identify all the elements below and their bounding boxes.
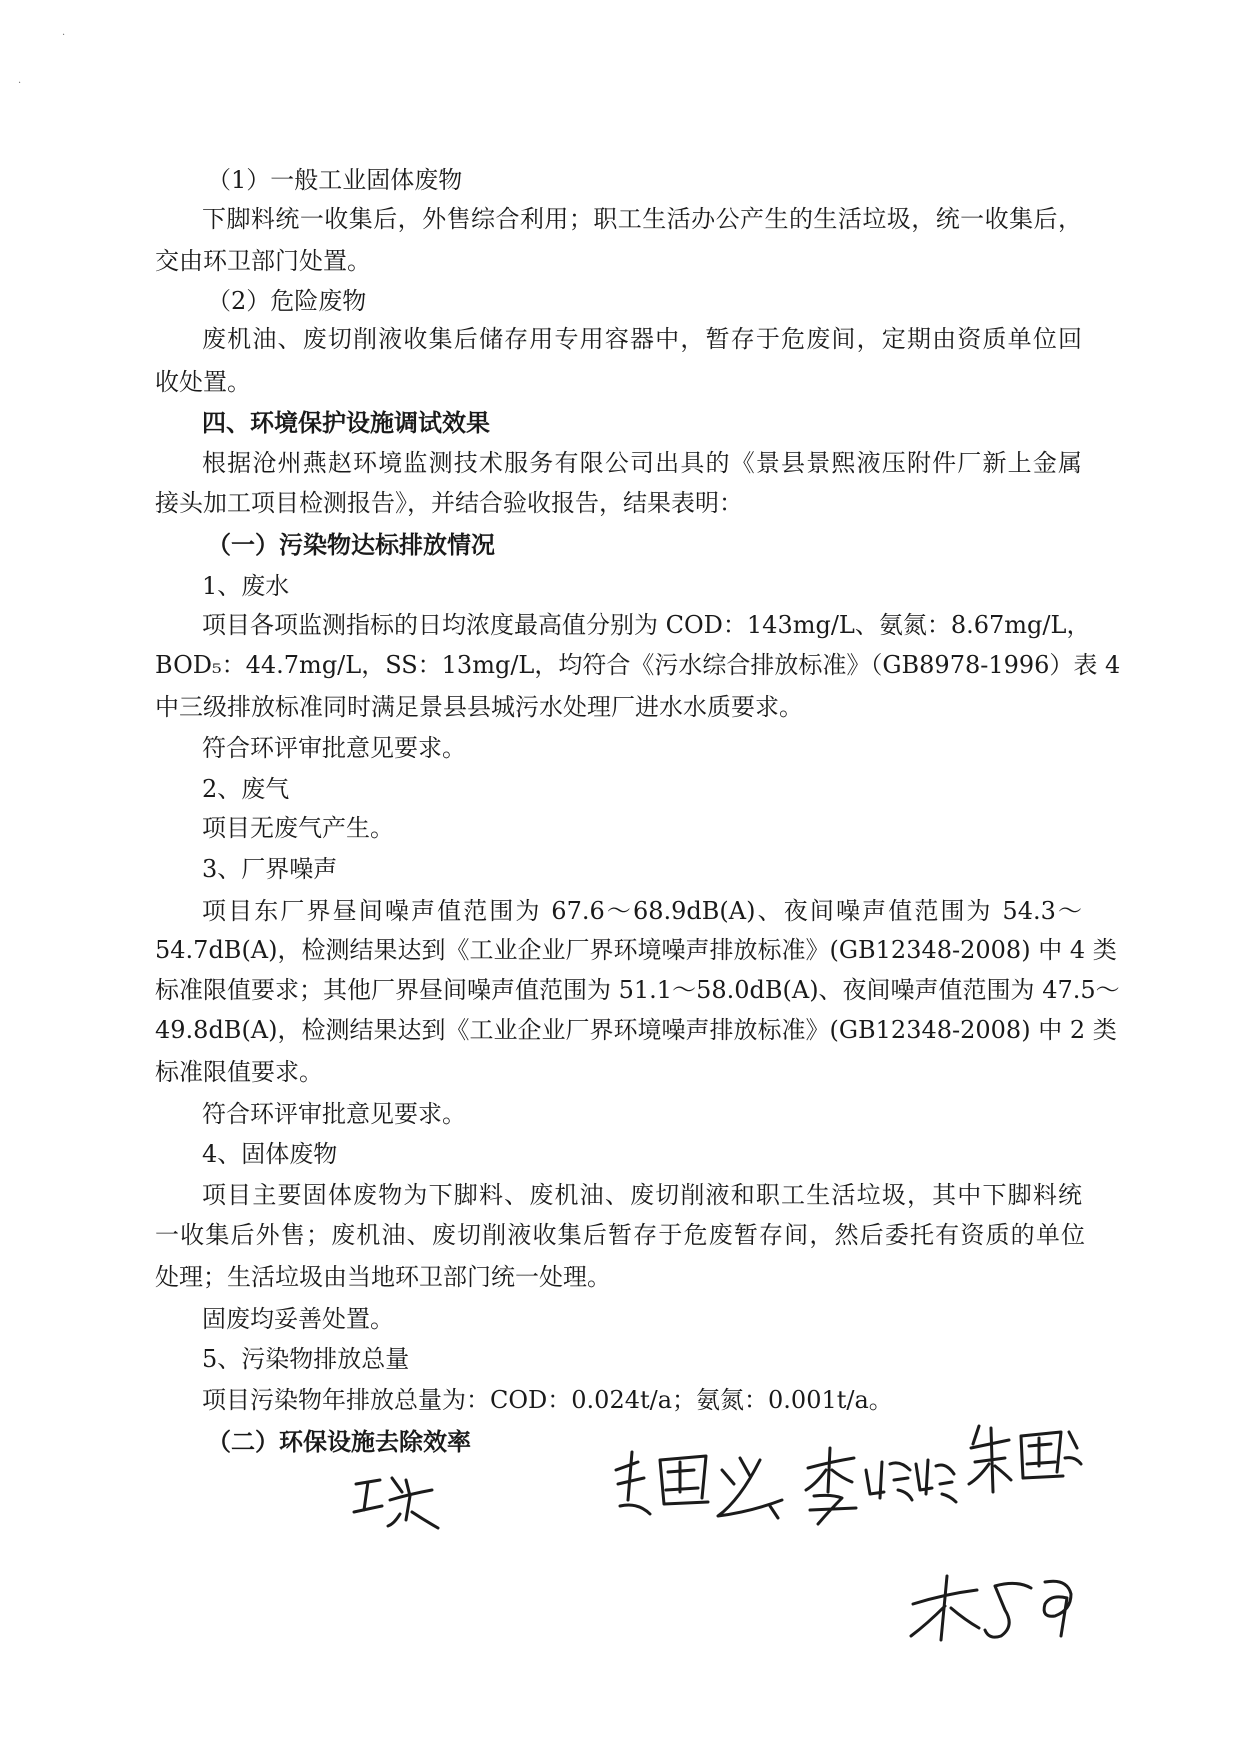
paragraph-line: 项目各项监测指标的日均浓度最高值分别为 COD：143mg/L、氨氮：8.67mg/L， xyxy=(202,611,1091,639)
paragraph-line: 符合环评审批意见要求。 xyxy=(202,1100,466,1128)
paragraph-line: 根据沧州燕赵环境监测技术服务有限公司出具的《景县景熙液压附件厂新上金属 xyxy=(202,449,1082,477)
signature-li-lingling xyxy=(800,1440,960,1530)
paragraph-line: 标准限值要求；其他厂界昼间噪声值范围为 51.1～58.0dB(A)、夜间噪声值范围为 47.5～ xyxy=(155,976,1120,1004)
section-heading: （二）环保设施去除效率 xyxy=(207,1427,471,1456)
scan-speck: · xyxy=(18,78,22,89)
section-heading: 3、厂界噪声 xyxy=(202,855,338,883)
signature-wei-guoguang xyxy=(610,1440,790,1530)
signature-zhao-jie xyxy=(905,1570,1080,1645)
paragraph-line: 交由环卫部门处置。 xyxy=(155,247,371,275)
signature-wang-bin xyxy=(350,1470,445,1535)
section-heading: （1）一般工业固体废物 xyxy=(207,166,463,194)
paragraph-line: 项目污染物年排放总量为：COD：0.024t/a；氨氮：0.001t/a。 xyxy=(202,1386,893,1414)
paragraph-line: 固废均妥善处置。 xyxy=(202,1305,394,1333)
paragraph-line: BOD₅：44.7mg/L，SS：13mg/L，均符合《污水综合排放标准》（GB8978-1996）表 4 xyxy=(155,651,1121,679)
scan-speck: · xyxy=(62,30,66,41)
paragraph-line: 接头加工项目检测报告》，并结合验收报告，结果表明： xyxy=(155,489,743,517)
section-heading: （2）危险废物 xyxy=(207,287,367,315)
paragraph-line: 项目东厂界昼间噪声值范围为 67.6～68.9dB(A)、夜间噪声值范围为 54.3～ xyxy=(202,897,1082,925)
section-heading: 1、废水 xyxy=(202,572,290,600)
paragraph-line: 处理；生活垃圾由当地环卫部门统一处理。 xyxy=(155,1263,611,1291)
paragraph-line: 项目主要固体废物为下脚料、废机油、废切削液和职工生活垃圾，其中下脚料统 xyxy=(202,1181,1082,1209)
paragraph-line: 项目无废气产生。 xyxy=(202,814,394,842)
paragraph-line: 54.7dB(A)，检测结果达到《工业企业厂界环境噪声排放标准》(GB12348-2008) 中 4 类 xyxy=(155,936,1117,964)
section-heading: 5、污染物排放总量 xyxy=(202,1345,410,1373)
paragraph-line: 下脚料统一收集后，外售综合利用；职工生活办公产生的生活垃圾，统一收集后， xyxy=(202,205,1082,233)
section-heading: 2、废气 xyxy=(202,775,290,803)
section-heading: 四、环境保护设施调试效果 xyxy=(202,408,490,437)
paragraph-line: 标准限值要求。 xyxy=(155,1058,323,1086)
paragraph-line: 中三级排放标准同时满足景县县城污水处理厂进水水质要求。 xyxy=(155,693,803,721)
paragraph-line: 符合环评审批意见要求。 xyxy=(202,734,466,762)
signature-zhu-guoliang xyxy=(965,1418,1085,1498)
paragraph-line: 一收集后外售；废机油、废切削液收集后暂存于危废暂存间，然后委托有资质的单位 xyxy=(155,1221,1085,1249)
paragraph-line: 废机油、废切削液收集后储存用专用容器中，暂存于危废间，定期由资质单位回 xyxy=(202,325,1082,353)
section-heading: 4、固体废物 xyxy=(202,1140,338,1168)
paragraph-line: 49.8dB(A)，检测结果达到《工业企业厂界环境噪声排放标准》(GB12348-2008) 中 2 类 xyxy=(155,1016,1117,1044)
paragraph-line: 收处置。 xyxy=(155,368,251,396)
section-heading: （一）污染物达标排放情况 xyxy=(207,530,495,559)
